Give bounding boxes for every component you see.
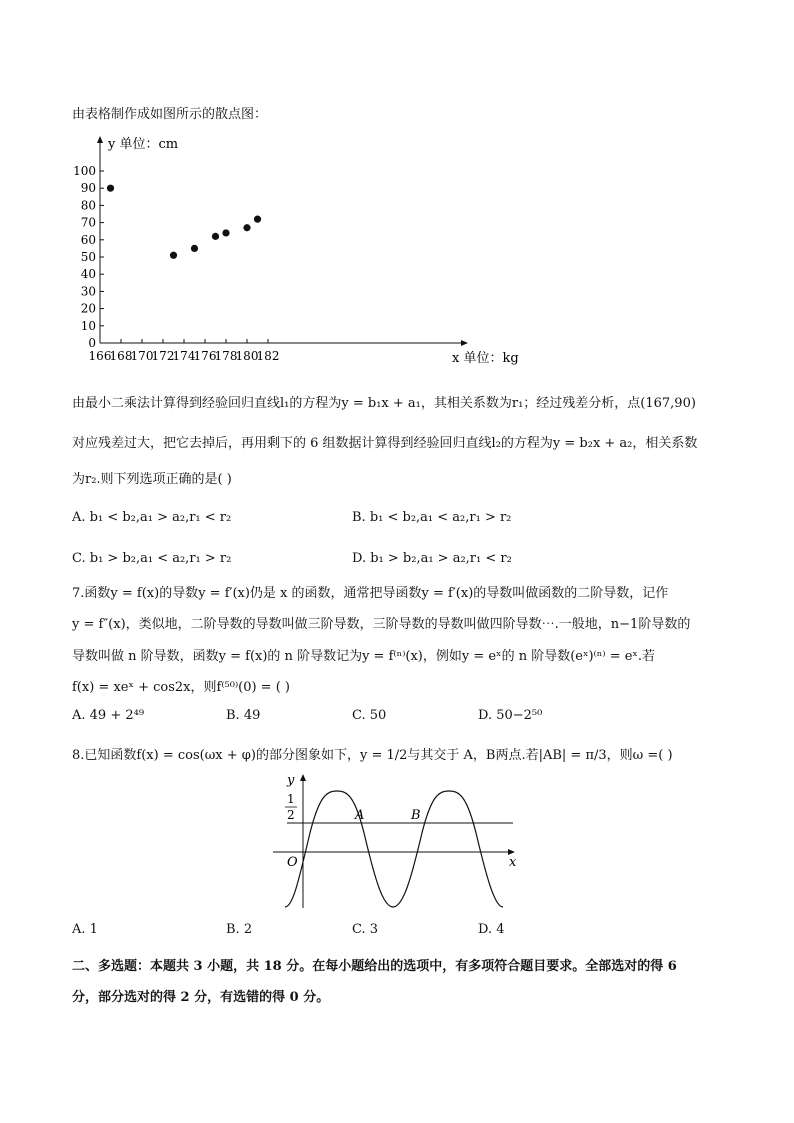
y-tick-label: 100	[73, 164, 96, 178]
x-tick-label: 166	[88, 349, 112, 363]
scatter-y-label: y 单位：cm	[108, 137, 179, 152]
y-tick-label: 80	[80, 198, 96, 213]
graph-y-label: y	[287, 773, 295, 788]
x-tick-label: 180	[235, 349, 259, 363]
graph-half-numerator: 1	[287, 792, 295, 806]
graph-point-a: A	[355, 808, 365, 823]
q8-option-a[interactable]: A. 1	[72, 922, 98, 937]
scatter-point	[254, 216, 261, 223]
x-tick-label: 176	[193, 349, 217, 363]
graph-y-arrow	[300, 774, 306, 781]
q8-option-d[interactable]: D. 4	[478, 922, 505, 937]
y-tick-label: 50	[80, 250, 96, 264]
y-tick-label: 10	[80, 318, 96, 333]
x-tick-label: 178	[214, 349, 238, 363]
q8-line-1: 8.已知函数f(x) = cos(ωx + φ)的部分图象如下，y = 1/2与其交于 A，B两点.若|AB| = π/3，则ω =( )	[72, 748, 673, 763]
q6-line-2: 对应残差过大，把它去掉后，再用剩下的 6 组数据计算得到经验回归直线l₂的方程为y = b₂x + a₂，相关系数	[72, 436, 698, 451]
graph-x-label: x	[509, 855, 517, 870]
q7-line-2: y = f″(x)，类似地，二阶导数的导数叫做三阶导数，三阶导数的导数叫做四阶导数⋯.一般地，n−1阶导数的	[72, 617, 691, 632]
cosine-graph	[265, 768, 535, 918]
y-tick-label: 30	[80, 284, 96, 299]
graph-point-b: B	[411, 808, 421, 823]
cosine-curve	[285, 791, 503, 907]
scatter-x-label: x 单位：kg	[452, 351, 519, 366]
q7-option-a[interactable]: A. 49 + 2⁴⁹	[72, 708, 145, 723]
q6-option-a[interactable]: A. b₁ < b₂,a₁ > a₂,r₁ < r₂	[72, 510, 232, 525]
section2-line-1: 二、多选题：本题共 3 小题，共 18 分。在每小题给出的选项中，有多项符合题目要求。全部选对的得 6	[72, 959, 677, 974]
q7-line-3: 导数叫做 n 阶导数，函数y = f(x)的 n 阶导数记为y = f⁽ⁿ⁾(x)，例如y = eˣ的 n 阶导数(eˣ)⁽ⁿ⁾ = eˣ.若	[72, 649, 656, 664]
section2-line-2: 分，部分选对的得 2 分，有选错的得 0 分。	[72, 990, 330, 1005]
x-tick-label: 182	[256, 349, 280, 363]
x-tick-label: 170	[130, 349, 154, 363]
scatter-point	[222, 229, 229, 236]
q6-option-d[interactable]: D. b₁ > b₂,a₁ > a₂,r₁ < r₂	[352, 551, 512, 566]
scatter-axes	[97, 136, 468, 346]
y-tick-label: 0	[88, 336, 96, 350]
q8-option-c[interactable]: C. 3	[352, 922, 379, 937]
q7-line-1: 7.函数y = f(x)的导数y = f′(x)仍是 x 的函数，通常把导函数y = f′(x)的导数叫做函数的二阶导数，记作	[72, 586, 669, 601]
scatter-x-arrow	[461, 340, 468, 346]
y-tick-label: 40	[80, 267, 96, 282]
y-tick-label: 20	[80, 301, 96, 316]
intro-text: 由表格制作成如图所示的散点图：	[72, 107, 268, 122]
scatter-point	[191, 245, 198, 252]
q6-option-b[interactable]: B. b₁ < b₂,a₁ < a₂,r₁ > r₂	[352, 510, 512, 525]
q8-option-b[interactable]: B. 2	[226, 922, 253, 937]
x-tick-label: 172	[151, 349, 175, 363]
x-tick-label: 168	[109, 349, 133, 363]
scatter-point	[170, 252, 177, 259]
q7-line-4: f(x) = xeˣ + cos2x，则f⁽⁵⁰⁾(0) = ( )	[72, 680, 290, 695]
y-tick-label: 60	[80, 232, 96, 247]
q7-option-b[interactable]: B. 49	[226, 708, 261, 723]
q7-option-d[interactable]: D. 50−2⁵⁰	[478, 708, 543, 723]
x-tick-label: 174	[172, 349, 196, 363]
y-tick-label: 70	[80, 215, 96, 230]
scatter-point	[243, 224, 250, 231]
q6-option-c[interactable]: C. b₁ > b₂,a₁ < a₂,r₁ > r₂	[72, 551, 232, 566]
scatter-plot	[70, 128, 540, 368]
q6-line-1: 由最小二乘法计算得到经验回归直线l₁的方程为y = b₁x + a₁，其相关系数为r₁；经过残差分析，点(167,90)	[72, 396, 696, 411]
scatter-point	[107, 185, 114, 192]
q6-line-3: 为r₂.则下列选项正确的是( )	[72, 472, 232, 487]
scatter-ticks	[73, 164, 279, 363]
y-tick-label: 90	[80, 181, 96, 196]
scatter-y-arrow	[97, 136, 103, 143]
scatter-point	[212, 233, 219, 240]
graph-half-denominator: 2	[287, 808, 295, 822]
q7-option-c[interactable]: C. 50	[352, 708, 387, 723]
scatter-points	[107, 185, 261, 259]
graph-origin-label: O	[287, 855, 298, 870]
